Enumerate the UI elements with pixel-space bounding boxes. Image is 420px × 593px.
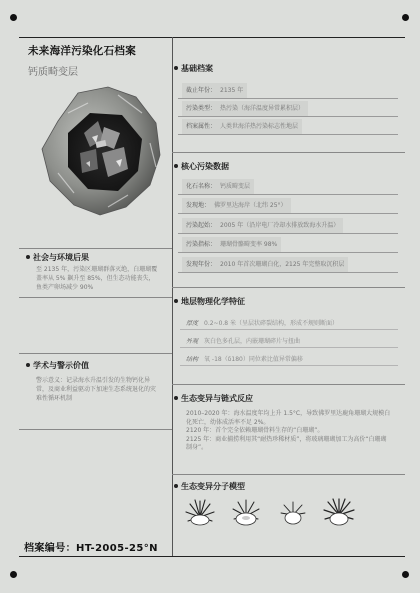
row-label: 外观 [186, 338, 199, 345]
organism-icon [276, 497, 310, 531]
row-label: 污染起始： [186, 222, 217, 229]
bullet-icon [174, 299, 178, 303]
organism-icon [322, 497, 356, 531]
right-rule [172, 474, 405, 475]
left-rule [19, 429, 172, 430]
row-label: 污染指标： [186, 241, 217, 248]
bullet-icon [174, 484, 178, 488]
row-label: 结构 [186, 356, 199, 363]
right-rule [172, 152, 405, 153]
basic-cell [182, 119, 302, 134]
right-rule [172, 384, 405, 385]
core-cell [182, 218, 343, 233]
row-value: 氧 -18（δ180）同位素比值异常偏移 [204, 356, 303, 363]
bullet-icon [174, 66, 178, 70]
corner-dot [402, 14, 409, 21]
row-value: 2005 年（沿岸电厂冷却水排放致海水升温） [220, 222, 340, 229]
section-title: 生态变异与链式反应 [181, 394, 253, 403]
corner-dot [10, 14, 17, 21]
section-heading-core [174, 161, 229, 172]
section-heading-chain [174, 393, 253, 404]
row-value: 灰白色多孔层，内嵌珊瑚碎片与扭曲 [204, 338, 301, 345]
row-rule [180, 365, 398, 366]
core-row [178, 218, 398, 234]
page-title: 未来海洋污染化石档案 [28, 45, 136, 57]
core-cell [182, 179, 254, 194]
section-heading-models [174, 481, 245, 492]
section-title: 生态变异分子模型 [181, 482, 245, 491]
column-divider [172, 37, 173, 556]
basic-row [178, 101, 398, 117]
section-title: 社会与环境后果 [33, 253, 89, 262]
section-heading-basic [174, 63, 213, 74]
section-heading-society [26, 252, 89, 263]
geochem-row [186, 336, 300, 345]
basic-row [178, 119, 398, 135]
corner-dot [10, 571, 17, 578]
basic-row [178, 83, 398, 99]
row-rule [180, 329, 398, 330]
chain-line: 2125 年：商业捕捞利用其“耐热珍稀材质”，将玻璃珊瑚加工为高价“白珊瑚制身”。 [186, 435, 387, 451]
chain-line: 2010–2020 年：海水温度年均上升 1.5°C，导致佛罗里达鹿角珊瑚大规模白化死亡，幼体成活率不足 2%。 [186, 410, 391, 426]
section-heading-geochem [174, 296, 245, 307]
organism-icon [229, 497, 263, 531]
bullet-icon [174, 396, 178, 400]
row-value: 热污染（海洋温度异常累积层） [220, 105, 305, 112]
core-cell [182, 257, 348, 272]
row-value: 2010 年首次珊瑚白化，2125 年完整取沉积层 [220, 261, 345, 268]
bottom-rule [19, 556, 405, 557]
archive-number: 档案编号：HT-2005-25°N [24, 543, 158, 554]
row-value: 人类世海洋热污染标志性地层 [220, 123, 299, 130]
left-rule [19, 297, 172, 298]
basic-cell [182, 83, 247, 98]
row-label: 化石名称： [186, 183, 217, 190]
geochem-row [186, 354, 303, 363]
section-title: 学术与警示价值 [33, 361, 89, 370]
row-value: 佛罗里达海岸（北纬 25°） [214, 202, 287, 209]
left-rule [19, 248, 172, 249]
chain-text [186, 410, 391, 453]
row-label: 污染类型： [186, 105, 217, 112]
geochem-row [186, 318, 338, 327]
section-title: 地层物理化学特征 [181, 297, 245, 306]
core-cell [182, 198, 291, 213]
row-label: 截止年份： [186, 87, 217, 94]
row-value: 珊瑚骨骼畸变率 98% [220, 241, 278, 248]
core-row [178, 257, 398, 273]
fossil-specimen-image [38, 83, 163, 218]
bullet-icon [174, 164, 178, 168]
section-title: 基础档案 [181, 64, 213, 73]
row-label: 发现年份： [186, 261, 217, 268]
section-title: 核心污染数据 [181, 162, 229, 171]
core-row [178, 237, 398, 253]
row-value: 钙质畸变层 [220, 183, 251, 190]
row-rule [180, 347, 398, 348]
warning-text: 警示意义：记录海水升温引发的生物钙化异常，及商业利益驱动下加速生态系统退化的灾难性循环机制 [36, 377, 157, 402]
chain-line: 2120 年：首个完全依赖珊瑚骨料生存的“白珊瑚”。 [186, 427, 324, 434]
row-label: 厚度 [186, 320, 199, 327]
basic-cell [182, 101, 308, 116]
row-label: 档案属性： [186, 123, 217, 130]
organism-icon [183, 497, 217, 531]
left-rule [19, 353, 172, 354]
core-cell [182, 237, 281, 252]
section-heading-warning [26, 360, 89, 371]
corner-dot [402, 571, 409, 578]
top-rule [19, 37, 405, 38]
core-row [178, 198, 398, 214]
right-rule [172, 287, 405, 288]
society-text: 至 2135 年，污染区珊瑚群落灭绝，白珊瑚覆盖率从 5% 飙升至 85%，但生态功能丧失，鱼类产卵场减少 90% [36, 266, 158, 291]
row-value: 0.2~0.8 米（呈层状碎裂结构，形成不规则断面） [204, 320, 339, 327]
bullet-icon [26, 255, 30, 259]
row-value: 2135 年 [220, 87, 244, 94]
page-subtitle: 钙质畸变层 [28, 67, 78, 78]
bullet-icon [26, 363, 30, 367]
core-row [178, 179, 398, 195]
row-label: 发现地： [186, 202, 211, 209]
